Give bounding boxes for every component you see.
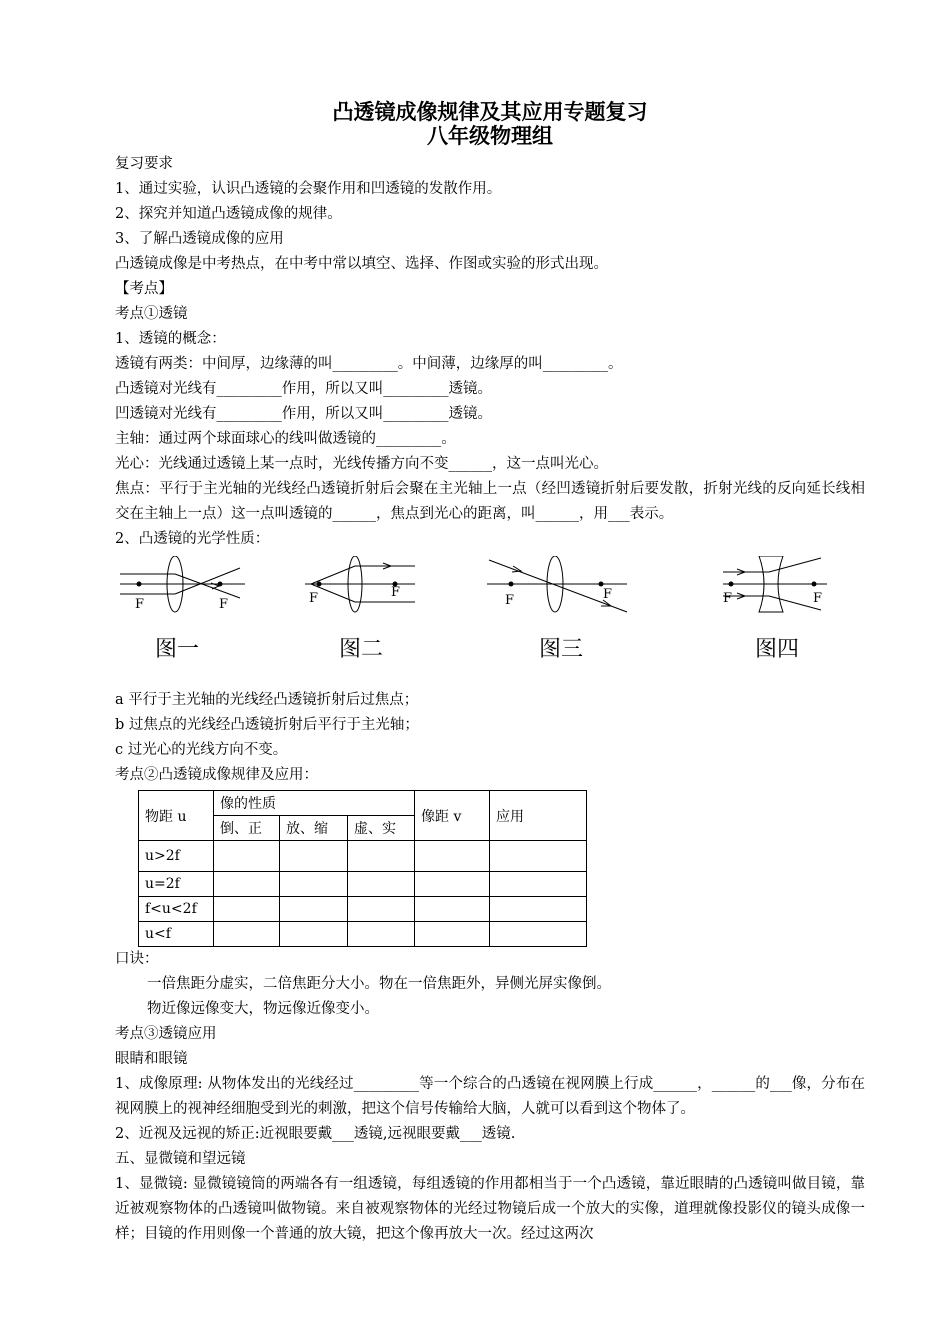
table-header: 应用 bbox=[490, 791, 587, 841]
text-line: 考点②凸透镜成像规律及应用： bbox=[115, 767, 318, 783]
eye-paragraph: 1、成像原理: 从物体发出的光线经过_________等一个综合的凸透镜在视网膜上行成______，______的___像，分布在视网膜上的视神经细胞受到光的刺激，把这个信号传输给大脑，人就可以看到这个物体了。 bbox=[115, 1076, 865, 1117]
table-row bbox=[139, 841, 587, 872]
document-page bbox=[115, 100, 865, 1247]
focus-label: F bbox=[135, 597, 145, 612]
document-title: 凸透镜成像规律及其应用专题复习 bbox=[332, 99, 648, 124]
table-cell[interactable] bbox=[214, 897, 280, 922]
table-row bbox=[139, 872, 587, 897]
table-header: 虚、实 bbox=[348, 816, 415, 841]
table-cell[interactable] bbox=[490, 841, 587, 872]
figure-one bbox=[115, 556, 255, 662]
table-cell[interactable] bbox=[490, 897, 587, 922]
table-cell[interactable] bbox=[415, 922, 490, 947]
table-header: 倒、正 bbox=[214, 816, 280, 841]
text-line: 1、透镜的概念： bbox=[115, 331, 226, 347]
imaging-rules-table bbox=[138, 790, 587, 947]
focus-label: F bbox=[603, 587, 613, 602]
text-line: 凸透镜对光线有_________作用，所以又叫_________透镜。 bbox=[115, 381, 492, 397]
table-header: 像的性质 bbox=[214, 791, 415, 816]
table-cell[interactable] bbox=[280, 922, 348, 947]
text-line: 主轴：通过两个球面球心的线叫做透镜的_________。 bbox=[115, 431, 456, 447]
text-line: 眼睛和眼镜 bbox=[115, 1051, 188, 1067]
section-heading: 【考点】 bbox=[115, 281, 173, 297]
table-cell[interactable] bbox=[348, 872, 415, 897]
convex-lens-diagram-2 bbox=[303, 556, 423, 636]
table-header: 物距 u bbox=[139, 791, 214, 841]
lens-figures bbox=[115, 556, 865, 676]
text-line: 1、通过实验，认识凸透镜的会聚作用和凹透镜的发散作用。 bbox=[115, 181, 502, 197]
figure-four bbox=[721, 556, 831, 662]
table-cell[interactable] bbox=[348, 922, 415, 947]
text-line: 凸透镜成像是中考热点，在中考中常以填空、选择、作图或实验的形式出现。 bbox=[115, 256, 608, 272]
text-line: 3、了解凸透镜成像的应用 bbox=[115, 231, 284, 247]
focus-label: F bbox=[219, 597, 229, 612]
text-line: 2、近视及远视的矫正:近视眼要戴___透镜,远视眼要戴___透镜. bbox=[115, 1126, 516, 1142]
convex-lens-diagram-3 bbox=[485, 556, 635, 636]
figure-caption: 图二 bbox=[338, 637, 383, 662]
table-cell[interactable] bbox=[415, 872, 490, 897]
rhyme-line: 物近像远像变大，物远像近像变小。 bbox=[147, 1001, 379, 1017]
figure-caption: 图四 bbox=[754, 637, 799, 662]
table-cell: f<u<2f bbox=[139, 897, 214, 922]
concave-lens-diagram bbox=[721, 556, 831, 636]
rule-b: b 过焦点的光线经凸透镜折射后平行于主光轴； bbox=[115, 717, 419, 733]
table-cell[interactable] bbox=[415, 841, 490, 872]
text-line: 复习要求 bbox=[115, 156, 173, 172]
focus-label: F bbox=[723, 591, 733, 606]
focus-paragraph: 焦点：平行于主光轴的光线经凸透镜折射后会聚在主光轴上一点（经凹透镜折射后要发散，折射光线的反向延长线相交在主轴上一点）这一点叫透镜的______，焦点到光心的距离，叫______，用___表示。 bbox=[115, 481, 865, 522]
convex-lens-diagram-1 bbox=[115, 556, 255, 636]
text-line: 五、显微镜和望远镜 bbox=[115, 1151, 246, 1167]
text-line: 2、凸透镜的光学性质： bbox=[115, 531, 270, 547]
table-cell[interactable] bbox=[214, 872, 280, 897]
table-row bbox=[139, 897, 587, 922]
table-cell[interactable] bbox=[490, 922, 587, 947]
table-cell[interactable] bbox=[348, 841, 415, 872]
table-row bbox=[139, 922, 587, 947]
table-cell[interactable] bbox=[348, 897, 415, 922]
figure-caption: 图三 bbox=[538, 637, 583, 662]
text-line: 凹透镜对光线有_________作用，所以又叫_________透镜。 bbox=[115, 406, 492, 422]
figure-two bbox=[303, 556, 423, 662]
table-header: 像距 v bbox=[415, 791, 490, 841]
document-subtitle: 八年级物理组 bbox=[427, 123, 553, 148]
microscope-paragraph: 1、显微镜: 显微镜镜筒的两端各有一组透镜，每组透镜的作用都相当于一个凸透镜，靠近眼睛的凸透镜叫做目镜，靠近被观察物体的凸透镜叫做物镜。来自被观察物体的光经过物镜后成一个放大的实像，道理就像投影仪的镜头成像一样；目镜的作用则像一个普通的放大镜，把这个像再放大一次。经过这两次 bbox=[115, 1176, 865, 1242]
table-cell[interactable] bbox=[280, 897, 348, 922]
table-header: 放、缩 bbox=[280, 816, 348, 841]
text-line: 考点①透镜 bbox=[115, 306, 188, 322]
text-line: 2、探究并知道凸透镜成像的规律。 bbox=[115, 206, 342, 222]
table-cell[interactable] bbox=[214, 841, 280, 872]
text-line: 光心：光线通过透镜上某一点时，光线传播方向不变______，这一点叫光心。 bbox=[115, 456, 608, 472]
text-line: 考点③透镜应用 bbox=[115, 1026, 217, 1042]
table-cell[interactable] bbox=[214, 922, 280, 947]
table-cell[interactable] bbox=[415, 897, 490, 922]
figure-three bbox=[485, 556, 635, 662]
focus-label: F bbox=[813, 591, 823, 606]
focus-label: F bbox=[391, 585, 401, 600]
text-line: 透镜有两类：中间厚，边缘薄的叫_________。中间薄，边缘厚的叫_________。 bbox=[115, 356, 623, 372]
rhyme-line: 一倍焦距分虚实，二倍焦距分大小。物在一倍焦距外，异侧光屏实像倒。 bbox=[147, 976, 611, 992]
rhyme-label: 口诀： bbox=[115, 951, 159, 967]
table-cell[interactable] bbox=[280, 841, 348, 872]
focus-label: F bbox=[505, 593, 515, 608]
table-cell[interactable] bbox=[280, 872, 348, 897]
focus-label: F bbox=[309, 591, 319, 606]
table-cell: u=2f bbox=[139, 872, 214, 897]
table-cell: u<f bbox=[139, 922, 214, 947]
figure-caption: 图一 bbox=[154, 637, 199, 662]
rule-a: a 平行于主光轴的光线经凸透镜折射后过焦点； bbox=[115, 692, 419, 708]
table-cell[interactable] bbox=[490, 872, 587, 897]
table-cell: u>2f bbox=[139, 841, 214, 872]
rule-c: c 过光心的光线方向不变。 bbox=[115, 742, 288, 758]
